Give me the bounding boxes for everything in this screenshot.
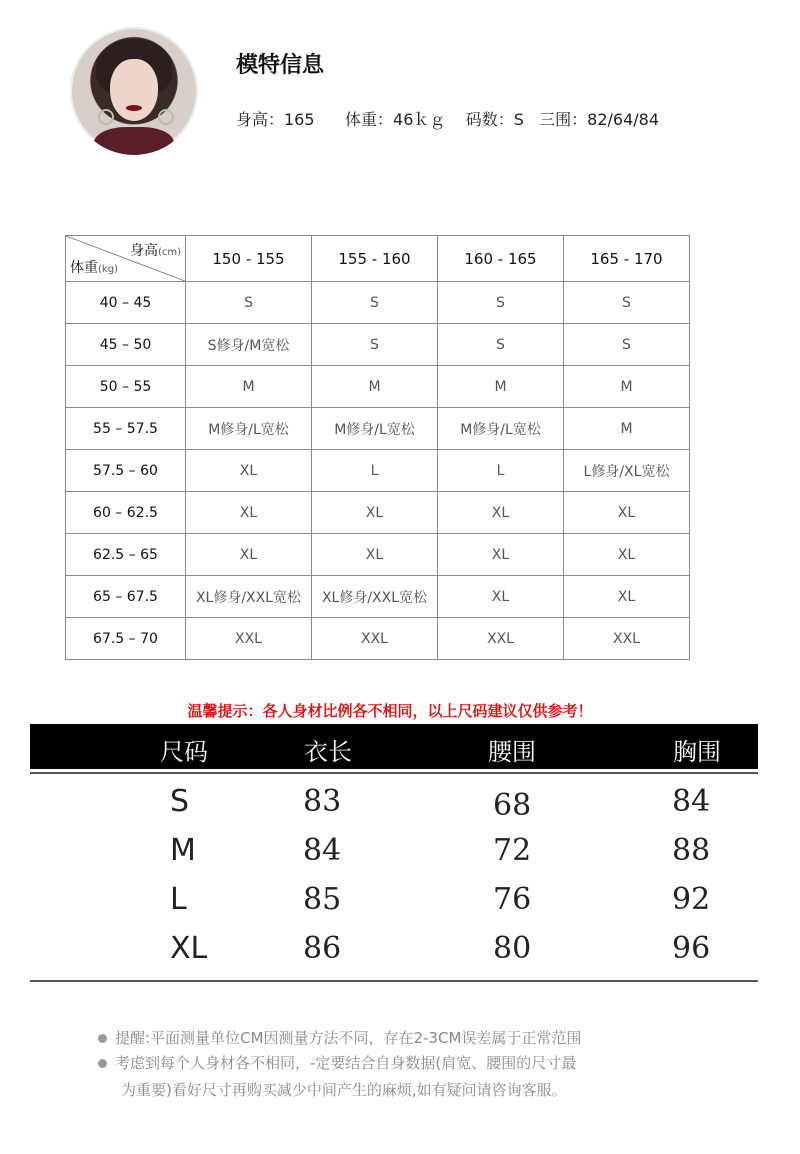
size-label: S <box>170 784 190 819</box>
size-cell: S修身/M宽松 <box>186 324 312 366</box>
table-row <box>66 324 690 366</box>
table-row <box>66 282 690 324</box>
size-cell: XL修身/XXL宽松 <box>312 576 438 618</box>
height-column-header: 150 - 155 <box>186 236 312 282</box>
table-header-row <box>66 236 690 282</box>
header-size: 尺码 <box>160 738 208 766</box>
size-cell: XXL <box>186 618 312 660</box>
measurement-value: 86 <box>303 931 342 966</box>
header-chest: 胸围 <box>673 738 721 766</box>
measurement-value: 72 <box>493 833 532 868</box>
size-cell: S <box>438 324 564 366</box>
size-cell: XL <box>564 534 690 576</box>
height-column-header: 160 - 165 <box>438 236 564 282</box>
measurement-value: 96 <box>672 931 711 966</box>
bullet-icon <box>98 1034 107 1043</box>
header-waist: 腰围 <box>488 738 536 766</box>
size-cell: S <box>564 324 690 366</box>
size-cell: XL <box>438 534 564 576</box>
table-row <box>66 492 690 534</box>
model-avatar <box>70 27 198 155</box>
size-cell: XXL <box>438 618 564 660</box>
table-row <box>66 618 690 660</box>
measurement-value: 88 <box>672 833 711 868</box>
weight-range-cell: 65 – 67.5 <box>66 576 186 618</box>
table-row <box>66 576 690 618</box>
table-row <box>66 408 690 450</box>
size-tip: 温馨提示：各人身材比例各不相同，以上尺码建议仅供参考！ <box>187 702 593 720</box>
size-cell: S <box>438 282 564 324</box>
bullet-icon <box>98 1059 107 1068</box>
height-column-header: 155 - 160 <box>312 236 438 282</box>
model-info-title: 模特信息 <box>236 53 325 78</box>
size-label: XL <box>170 931 208 966</box>
divider <box>30 772 758 774</box>
size-cell: XL <box>438 576 564 618</box>
size-cell: S <box>312 324 438 366</box>
size-label: M <box>170 833 196 868</box>
size-cell: M修身/L宽松 <box>186 408 312 450</box>
weight-range-cell: 50 – 55 <box>66 366 186 408</box>
table-corner <box>66 236 186 282</box>
note-continued: 为重要)看好尺寸再购买减少中间产生的麻烦,如有疑问请咨询客服。 <box>121 1081 567 1099</box>
size-chart-header <box>30 724 758 769</box>
table-row <box>66 366 690 408</box>
size-cell: M <box>312 366 438 408</box>
measurement-value: 80 <box>493 931 532 966</box>
size-cell: M <box>186 366 312 408</box>
measurement-value: 84 <box>672 784 711 819</box>
size-cell: XL <box>564 492 690 534</box>
weight-unit: (kg) <box>98 264 118 275</box>
height-weight-table <box>65 235 690 660</box>
measurement-value: 68 <box>493 788 532 823</box>
size-cell: XL <box>438 492 564 534</box>
size-cell: M修身/L宽松 <box>438 408 564 450</box>
weight-range-cell: 40 – 45 <box>66 282 186 324</box>
measurement-value: 92 <box>672 882 711 917</box>
model-stats: 身高：165 体重：46ｋｇ 码数：S 三围：82/64/84 <box>236 110 660 129</box>
table-row <box>66 534 690 576</box>
size-cell: XL <box>186 450 312 492</box>
weight-range-cell: 45 – 50 <box>66 324 186 366</box>
weight-range-cell: 57.5 – 60 <box>66 450 186 492</box>
divider <box>30 980 758 982</box>
size-cell: XL修身/XXL宽松 <box>186 576 312 618</box>
measurement-value: 84 <box>303 833 342 868</box>
header-length: 衣长 <box>304 738 352 766</box>
size-cell: L <box>312 450 438 492</box>
note-measurement <box>98 1027 581 1048</box>
size-cell: XL <box>186 492 312 534</box>
size-cell: S <box>186 282 312 324</box>
weight-range-cell: 60 – 62.5 <box>66 492 186 534</box>
height-unit: (cm) <box>157 247 181 258</box>
size-cell: L修身/XL宽松 <box>564 450 690 492</box>
size-cell: S <box>564 282 690 324</box>
size-cell: M <box>564 366 690 408</box>
size-label: L <box>170 882 187 917</box>
measurement-value: 76 <box>493 882 532 917</box>
height-column-header: 165 - 170 <box>564 236 690 282</box>
note-text: 提醒:平面测量单位CM因测量方法不同，存在2-3CM误差属于正常范围 <box>115 1029 582 1047</box>
measurement-value: 83 <box>303 784 342 819</box>
size-cell: XL <box>312 534 438 576</box>
size-cell: L <box>438 450 564 492</box>
weight-label: 体重 <box>70 260 98 276</box>
weight-range-cell: 67.5 – 70 <box>66 618 186 660</box>
size-cell: XXL <box>564 618 690 660</box>
size-cell: XL <box>564 576 690 618</box>
height-label: 身高 <box>129 243 158 259</box>
size-cell: XL <box>186 534 312 576</box>
size-cell: XXL <box>312 618 438 660</box>
size-cell: XL <box>312 492 438 534</box>
weight-range-cell: 55 – 57.5 <box>66 408 186 450</box>
size-cell: S <box>312 282 438 324</box>
table-row <box>66 450 690 492</box>
weight-range-cell: 62.5 – 65 <box>66 534 186 576</box>
measurement-value: 85 <box>303 882 342 917</box>
size-cell: M <box>564 408 690 450</box>
note-body-shape <box>98 1052 576 1073</box>
size-cell: M <box>438 366 564 408</box>
note-text: 考虑到每个人身材各不相同，-定要结合自身数据(肩宽、腰围的尺寸最 <box>115 1054 577 1072</box>
size-cell: M修身/L宽松 <box>312 408 438 450</box>
